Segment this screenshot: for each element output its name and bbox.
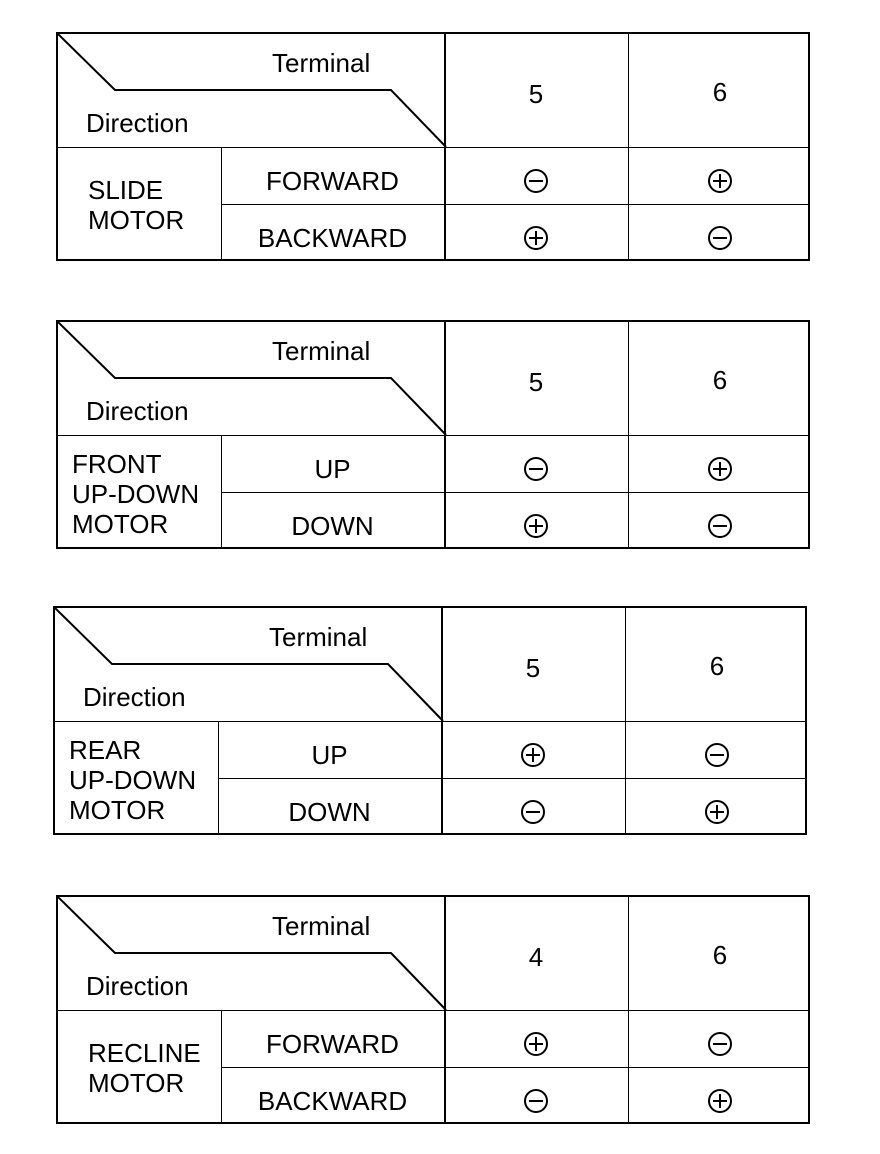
terminal-table	[56, 320, 810, 549]
minus-icon	[524, 1089, 548, 1113]
motor-label-line: UP-DOWN	[69, 765, 197, 795]
terminal-label: Terminal	[272, 336, 371, 366]
row-divider	[58, 147, 808, 148]
motor-label	[72, 449, 199, 539]
row-divider	[55, 721, 805, 722]
plus-icon	[708, 169, 732, 193]
row-divider	[218, 778, 805, 779]
terminal-number: 5	[528, 79, 544, 109]
terminal-label: Terminal	[269, 622, 368, 652]
motor-label-line: REAR	[69, 735, 142, 765]
row-divider	[221, 204, 808, 205]
direction-label: Direction	[86, 971, 189, 1001]
terminal-number: 6	[712, 940, 728, 970]
plus-icon	[705, 800, 729, 824]
row-divider	[221, 1067, 808, 1068]
motor-label	[69, 735, 196, 825]
direction-label: Direction	[83, 682, 186, 712]
direction-label: Direction	[86, 396, 189, 426]
direction-cell: FORWARD	[266, 166, 399, 196]
minus-icon	[524, 457, 548, 481]
direction-cell: UP	[311, 740, 348, 770]
terminal-number: 6	[712, 77, 728, 107]
row-divider	[58, 435, 808, 436]
terminal-number: 5	[528, 367, 544, 397]
plus-icon	[521, 743, 545, 767]
minus-icon	[705, 743, 729, 767]
plus-icon	[524, 514, 548, 538]
minus-icon	[521, 800, 545, 824]
direction-cell: DOWN	[288, 797, 371, 827]
plus-icon	[708, 457, 732, 481]
terminal-table	[56, 895, 810, 1124]
terminal-number: 6	[712, 365, 728, 395]
motor-label-line: RECLINE	[88, 1038, 201, 1068]
direction-cell: BACKWARD	[257, 223, 408, 253]
minus-icon	[708, 226, 732, 250]
minus-icon	[524, 169, 548, 193]
plus-icon	[524, 1032, 548, 1056]
motor-label-line: MOTOR	[69, 795, 166, 825]
plus-icon	[708, 1089, 732, 1113]
terminal-label: Terminal	[272, 48, 371, 78]
motor-label-line: SLIDE	[88, 175, 164, 205]
motor-label	[88, 1038, 201, 1098]
minus-icon	[708, 1032, 732, 1056]
terminal-number: 6	[709, 651, 725, 681]
motor-label-line: UP-DOWN	[72, 479, 200, 509]
direction-cell: BACKWARD	[257, 1086, 408, 1116]
terminal-number: 5	[525, 653, 541, 683]
motor-label-line: MOTOR	[88, 1068, 185, 1098]
motor-label	[88, 175, 184, 235]
terminal-table	[56, 32, 810, 261]
motor-label-line: MOTOR	[72, 509, 169, 539]
motor-label-line: MOTOR	[88, 205, 185, 235]
minus-icon	[708, 514, 732, 538]
plus-icon	[524, 226, 548, 250]
terminal-number: 4	[528, 942, 544, 972]
row-divider	[221, 492, 808, 493]
row-divider	[58, 1010, 808, 1011]
direction-cell: UP	[314, 454, 351, 484]
terminal-table	[53, 606, 807, 835]
motor-label-line: FRONT	[72, 449, 162, 479]
direction-cell: FORWARD	[266, 1029, 399, 1059]
direction-label: Direction	[86, 108, 189, 138]
terminal-label: Terminal	[272, 911, 371, 941]
direction-cell: DOWN	[291, 511, 374, 541]
